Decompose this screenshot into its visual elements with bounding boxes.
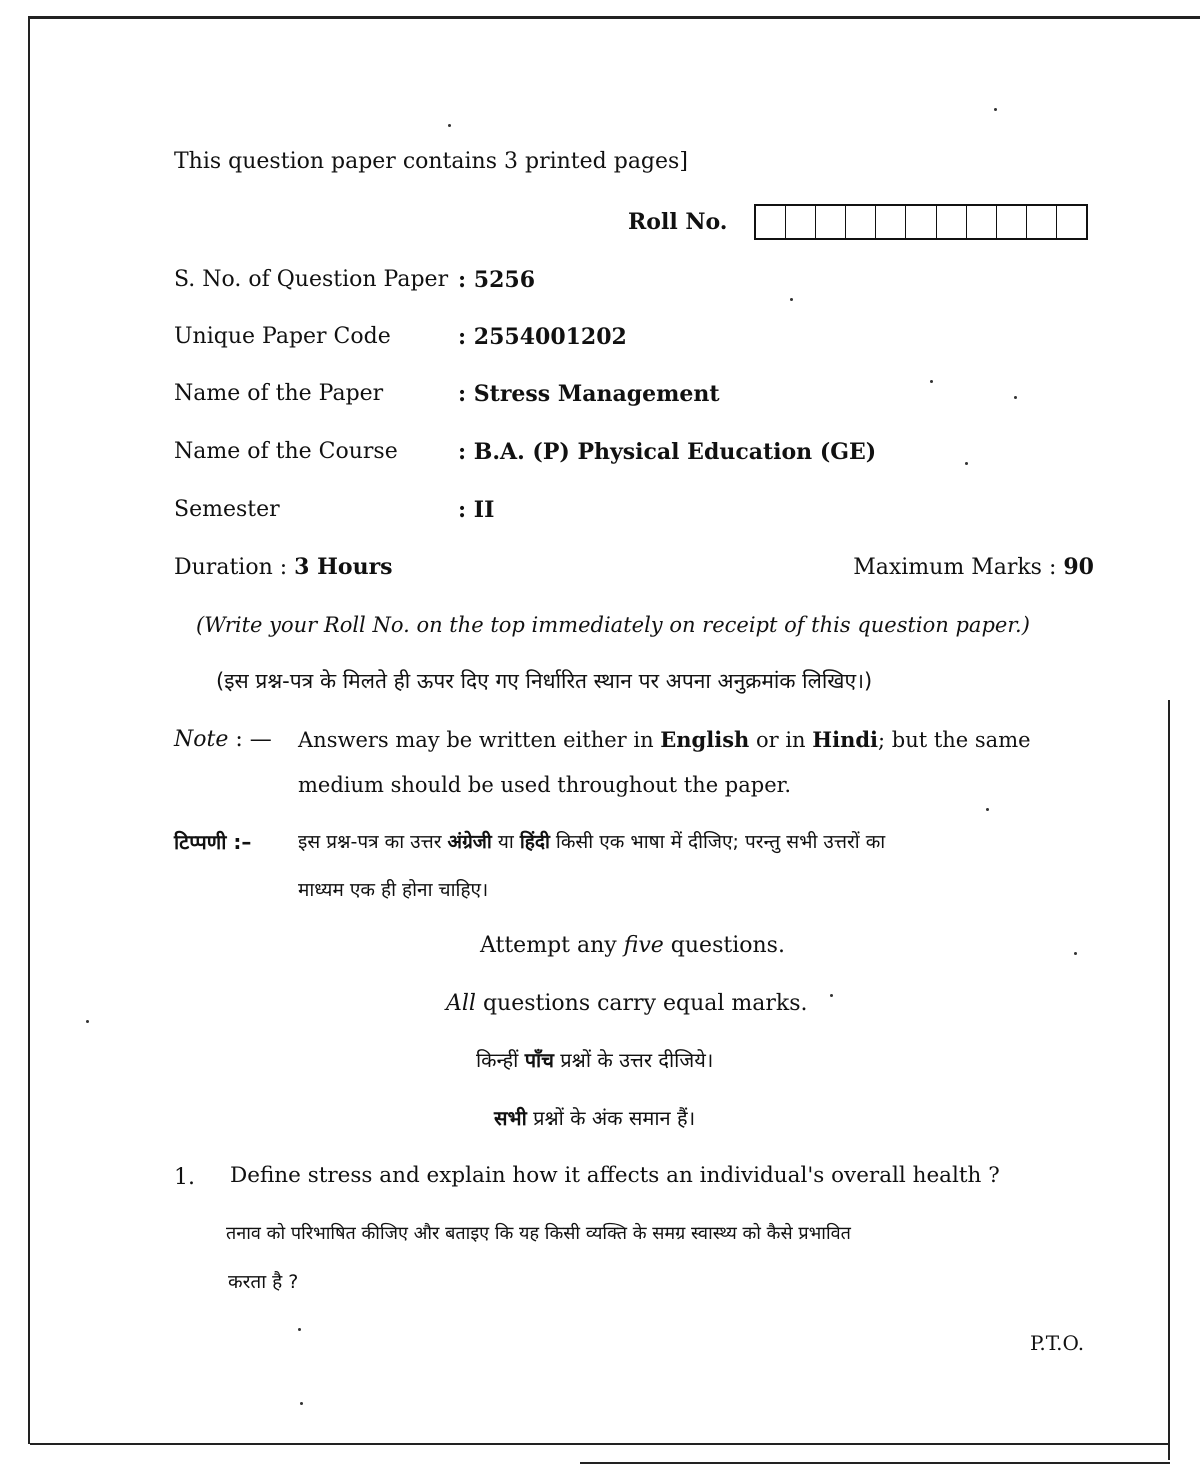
roll-no-boxes[interactable] [754,204,1088,240]
speck [86,1020,89,1023]
question-1-number: 1. [174,1165,195,1190]
attempt-five: five [623,933,664,958]
instruction-hi: (इस प्रश्न-पत्र के मिलते ही ऊपर दिए गए निर्धारित स्थान पर अपना अनुक्रमांक लिखिए।) [216,669,873,693]
speck [298,1328,301,1331]
attempt-hi-text: प्रश्नों के उत्तर दीजिये। [553,1048,714,1072]
max-marks-value: 90 [1063,554,1094,580]
meta-value-sno: : 5256 [458,267,536,293]
note-english: English [660,727,750,752]
equal-text: questions carry equal marks. [475,991,808,1016]
attempt-line [480,932,785,960]
speck [790,298,793,301]
attempt-hi-line [476,1046,713,1074]
pto-label: P.T.O. [1030,1331,1085,1355]
speck [830,994,833,997]
note-hi-line2: माध्यम एक ही होना चाहिए। [298,879,489,901]
meta-value-semester: : II [458,497,495,523]
pages-note: This question paper contains 3 printed pages] [174,149,688,174]
meta-value-course: : B.A. (P) Physical Education (GE) [458,439,877,465]
max-marks [853,553,1094,582]
note-dash: : — [235,727,272,752]
equal-all: All [446,991,476,1016]
note-hi-text: किसी एक भाषा में दीजिए; परन्तु सभी उत्तरों का [549,831,886,853]
right-border [1168,700,1170,1460]
note-hi-line1 [298,828,885,856]
note-hi-text: या [491,831,520,853]
note-text: Answers may be written either in [298,728,661,752]
max-marks-label: Maximum Marks : [853,555,1057,580]
question-1-text-en: Define stress and explain how it affects an individual's overall health ? [230,1163,1000,1188]
speck [1074,952,1077,955]
meta-label-upc: Unique Paper Code [174,324,391,349]
note-label: Note [174,727,229,752]
speck [994,108,997,111]
equal-hi-text: प्रश्नों के अंक समान हैं। [526,1106,696,1130]
note-text: ; but the same [878,728,1031,752]
equal-line [446,990,808,1018]
note-en-line1 [298,726,1031,754]
speck [930,380,933,383]
attempt-hi-text: किन्हीं [476,1048,525,1072]
attempt-hi-bold: पाँच [524,1048,554,1072]
note-hi-text: इस प्रश्न-पत्र का उत्तर [298,831,448,853]
speck [300,1402,303,1405]
note-hi-bold: अंग्रेजी [447,831,492,853]
question-1-text-hi-2: करता है ? [228,1271,299,1293]
meta-label-paper: Name of the Paper [174,381,384,406]
duration-value: 3 Hours [294,554,393,580]
speck [965,462,968,465]
note-hi-bold: हिंदी [519,831,550,853]
note-hi-label: टिप्पणी :– [174,830,252,854]
duration-label: Duration : [174,555,288,580]
top-border [28,16,1200,19]
bottom-border [30,1443,1170,1445]
note-en-line2: medium should be used throughout the paper. [298,773,792,797]
left-border [28,16,30,1444]
meta-value-upc: : 2554001202 [458,324,627,350]
note-hindi: Hindi [812,727,878,752]
attempt-text: Attempt any [480,933,624,958]
duration [174,553,393,582]
equal-hi-bold: सभी [494,1106,527,1130]
roll-no-label: Roll No. [628,209,728,235]
question-1-text-hi-1: तनाव को परिभाषित कीजिए और बताइए कि यह किसी व्यक्ति के समग्र स्वास्थ्य को कैसे प्रभावित [226,1223,851,1244]
meta-label-semester: Semester [174,497,280,522]
speck [986,808,989,811]
equal-hi-line [494,1104,695,1132]
instruction-en: (Write your Roll No. on the top immediately on receipt of this question paper.) [196,613,1030,637]
note-en [174,726,272,754]
note-text: or in [749,728,813,752]
meta-value-paper: : Stress Management [458,381,720,407]
meta-label-sno: S. No. of Question Paper [174,267,449,292]
bottom-border-2 [580,1462,1170,1464]
attempt-text: questions. [663,933,785,958]
speck [1014,396,1017,399]
meta-label-course: Name of the Course [174,439,398,464]
speck [448,124,451,127]
